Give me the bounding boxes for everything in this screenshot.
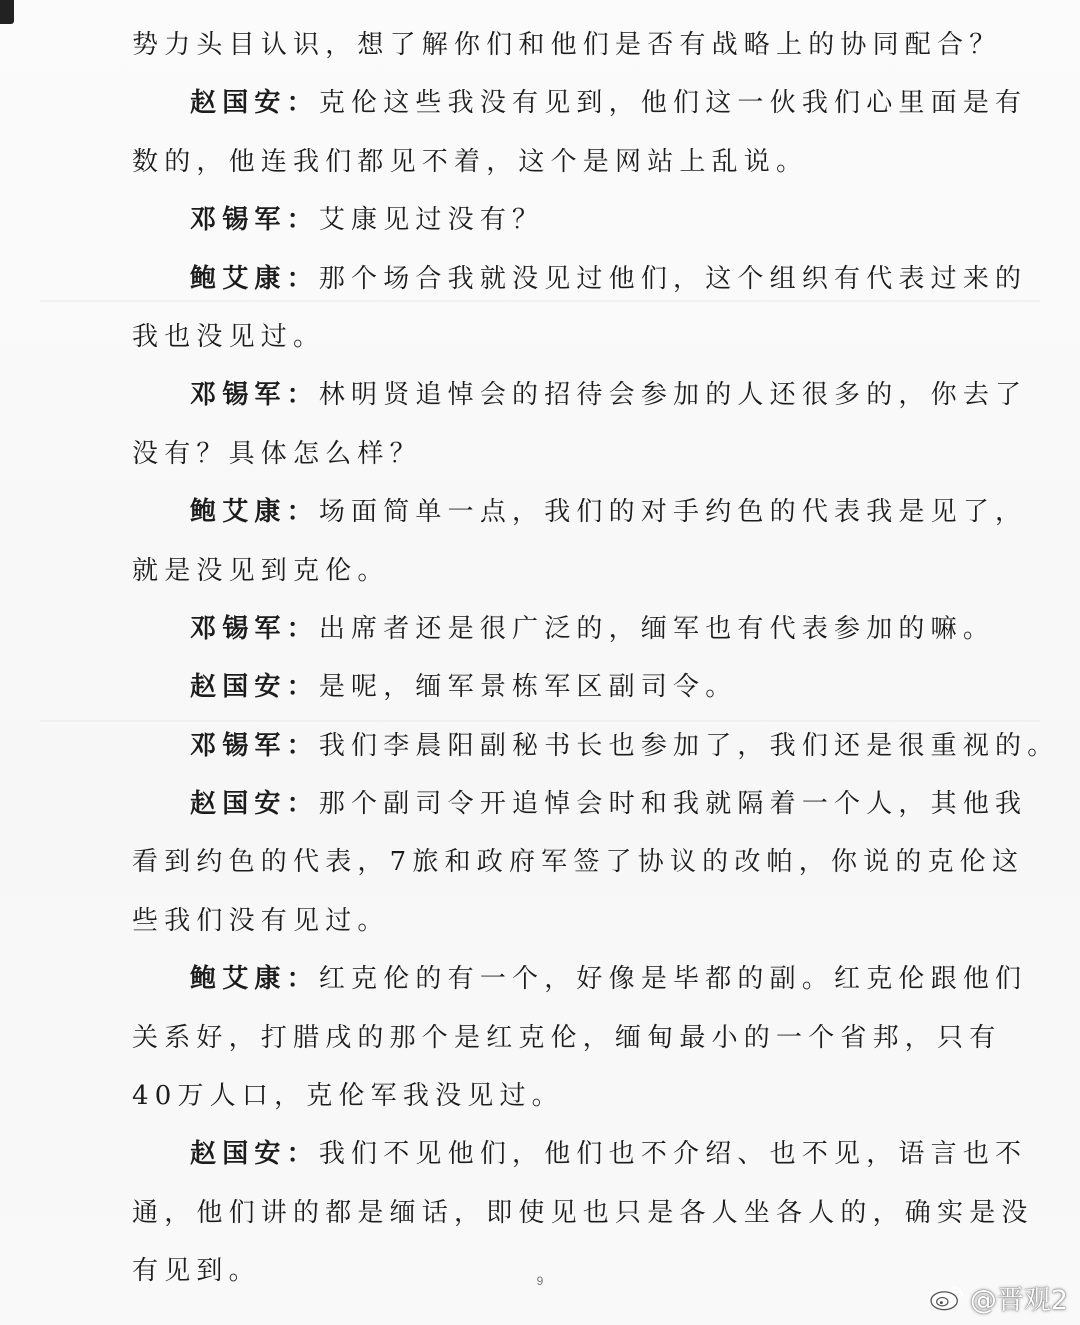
watermark-text: @晋观2 <box>969 1284 1068 1316</box>
line-text: 我们不见他们，他们也不介绍、也不见，语言也不 <box>318 1139 1028 1170</box>
dialogue-line <box>132 1125 1028 1183</box>
line-text: 我也没见过。 <box>132 321 326 352</box>
dialogue-line <box>132 74 1028 132</box>
dialogue-line <box>132 366 1028 424</box>
continuation-line <box>132 308 948 366</box>
dialogue-line <box>132 717 1060 775</box>
continuation-line <box>132 16 1002 74</box>
speaker-name: 赵国安： <box>190 672 319 703</box>
scan-corner-mark <box>0 0 14 24</box>
dialogue-line <box>132 658 948 716</box>
speaker-name: 邓锡军： <box>190 205 319 236</box>
line-text: 艾康见过没有？ <box>318 205 545 236</box>
line-text: 红克伦的有一个，好像是毕都的副。红克伦跟他们 <box>318 964 1028 995</box>
line-text: 些我们没有见过。 <box>132 905 390 936</box>
speaker-name: 邓锡军： <box>190 730 319 761</box>
line-text: 我们李晨阳副秘书长也参加了，我们还是很重视的。 <box>318 730 1060 761</box>
speaker-name: 赵国安： <box>190 789 319 820</box>
line-text: 出席者还是很广泛的，缅军也有代表参加的嘛。 <box>318 613 996 644</box>
line-text: 通，他们讲的都是缅话，即使见也只是各人坐各人的，确实是没 <box>132 1197 1034 1228</box>
continuation-line <box>132 1009 1002 1067</box>
line-text: 没有？具体怎么样？ <box>132 438 422 469</box>
transcript-body <box>132 16 1060 1301</box>
continuation-line <box>132 892 948 950</box>
page-number: 9 <box>536 1274 544 1288</box>
continuation-line <box>132 1242 948 1300</box>
continuation-line <box>132 542 948 600</box>
continuation-line <box>132 425 948 483</box>
speaker-name: 鲍艾康： <box>190 497 319 528</box>
continuation-line <box>132 1184 1034 1242</box>
speaker-name: 邓锡军： <box>190 613 319 644</box>
line-text: 是呢，缅军景栋军区副司令。 <box>318 672 738 703</box>
dialogue-line <box>132 600 996 658</box>
dialogue-line <box>132 950 1028 1008</box>
speaker-name: 赵国安： <box>190 1139 319 1170</box>
line-text: 那个场合我就没见过他们，这个组织有代表过来的 <box>318 263 1028 294</box>
line-text: 有见到。 <box>132 1256 261 1287</box>
line-text: 场面简单一点，我们的对手约色的代表我是见了， <box>318 497 1028 528</box>
speaker-name: 鲍艾康： <box>190 964 319 995</box>
line-text: 那个副司令开追悼会时和我就隔着一个人，其他我 <box>318 789 1028 820</box>
line-text: 数的，他连我们都见不着，这个是网站上乱说。 <box>132 146 809 177</box>
line-text: 看到约色的代表，7旅和政府军签了协议的改帕，你说的克伦这 <box>132 847 1025 878</box>
dialogue-line <box>132 250 1028 308</box>
weibo-icon <box>928 1282 966 1312</box>
watermark <box>928 1279 1068 1315</box>
continuation-line <box>132 133 948 191</box>
line-text: 克伦这些我没有见到，他们这一伙我们心里面是有 <box>318 88 1028 119</box>
line-text: 关系好，打腊戌的那个是红克伦，缅甸最小的一个省邦，只有 <box>132 1022 1002 1053</box>
dialogue-line <box>132 191 948 249</box>
continuation-line <box>132 1067 948 1125</box>
speaker-name: 赵国安： <box>190 88 319 119</box>
dialogue-line <box>132 775 1028 833</box>
continuation-line <box>132 833 1025 891</box>
line-text: 林明贤追悼会的招待会参加的人还很多的，你去了 <box>318 380 1028 411</box>
line-text: 40万人口，克伦军我没见过。 <box>132 1081 564 1112</box>
line-text: 就是没见到克伦。 <box>132 555 390 586</box>
speaker-name: 邓锡军： <box>190 380 319 411</box>
dialogue-line <box>132 483 1028 541</box>
speaker-name: 鲍艾康： <box>190 263 319 294</box>
line-text: 势力头目认识，想了解你们和他们是否有战略上的协同配合？ <box>132 30 1002 60</box>
